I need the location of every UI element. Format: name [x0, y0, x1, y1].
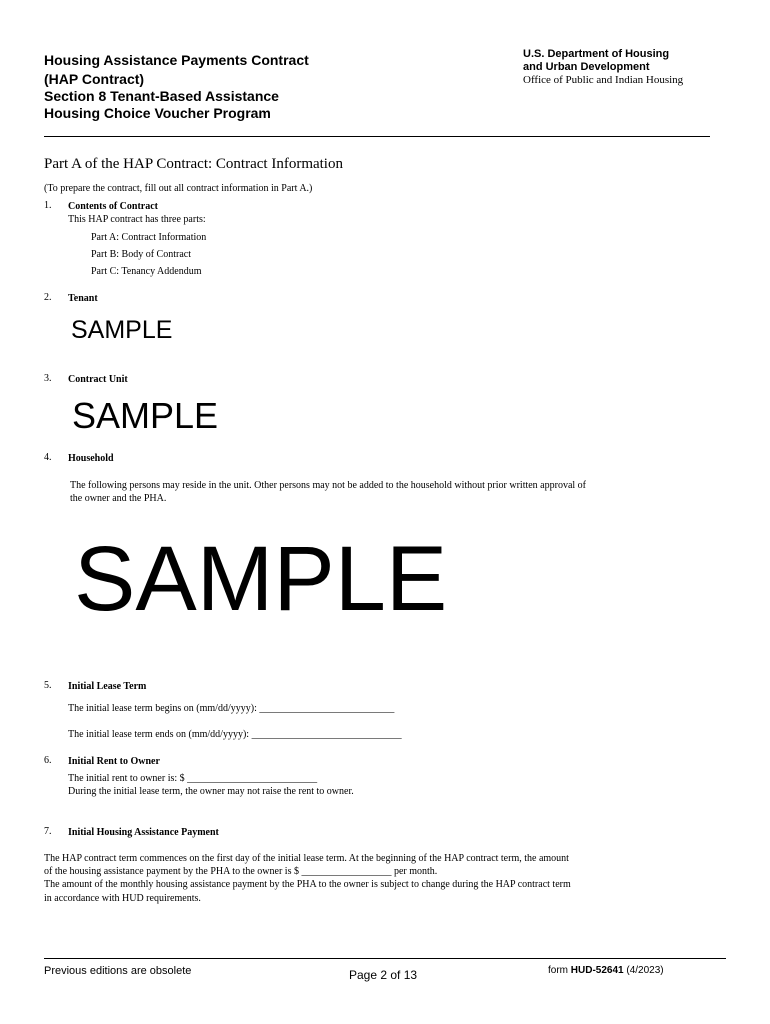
rent-note: During the initial lease term, the owner may not raise the rent to owner.	[68, 786, 354, 797]
page-number: Page 2 of 13	[349, 968, 418, 982]
header-divider	[44, 136, 710, 137]
agency-office: Office of Public and Indian Housing	[523, 74, 684, 86]
form-id: HUD-52641	[570, 965, 624, 976]
section-7-number: 7.	[44, 826, 52, 837]
section-1-intro: This HAP contract has three parts:	[68, 214, 206, 225]
hap-text-line-3: The amount of the monthly housing assistance payment by the PHA to the owner is subject to change during the HAP contract term	[44, 879, 571, 890]
document-header-title	[44, 52, 444, 122]
section-2-number: 2.	[44, 292, 52, 303]
section-1-title: Contents of Contract	[68, 201, 158, 212]
section-3-title: Contract Unit	[68, 374, 128, 385]
section-1-number: 1.	[44, 200, 52, 211]
section-6-number: 6.	[44, 755, 52, 766]
title-line-2: (HAP Contract)	[44, 71, 145, 87]
title-line-1: Housing Assistance Payments Contract	[44, 52, 309, 68]
household-text-line-1: The following persons may reside in the unit. Other persons may not be added to the household without prior written approval of	[70, 480, 587, 491]
section-4-number: 4.	[44, 452, 52, 463]
section-5-number: 5.	[44, 680, 52, 691]
hap-text-line-1: The HAP contract term commences on the first day of the initial lease term. At the beginning of the HAP contract term, the amount	[44, 853, 569, 864]
part-a-heading: Part A of the HAP Contract: Contract Information	[44, 156, 343, 172]
contract-part-item: Part B: Body of Contract	[91, 249, 191, 260]
agency-line-1: U.S. Department of Housing	[523, 48, 670, 60]
section-7-title: Initial Housing Assistance Payment	[68, 827, 219, 838]
section-6-title: Initial Rent to Owner	[68, 756, 160, 767]
part-a-instruction: (To prepare the contract, fill out all contract information in Part A.)	[44, 183, 313, 194]
title-line-4: Housing Choice Voucher Program	[44, 105, 271, 121]
section-3-number: 3.	[44, 373, 52, 384]
contract-part-item: Part C: Tenancy Addendum	[91, 266, 202, 277]
section-2-title: Tenant	[68, 293, 98, 304]
form-date: (4/2023)	[623, 965, 664, 976]
section-5-title: Initial Lease Term	[68, 681, 147, 692]
tenant-sample-watermark: SAMPLE	[71, 316, 173, 344]
household-text-line-2: the owner and the PHA.	[70, 493, 167, 504]
form-prefix: form	[548, 965, 571, 976]
section-4-title: Household	[68, 453, 114, 464]
agency-line-2: and Urban Development	[523, 61, 650, 73]
household-sample-watermark: SAMPLE	[74, 528, 448, 630]
title-line-3: Section 8 Tenant-Based Assistance	[44, 88, 279, 104]
hap-amount-field[interactable]: of the housing assistance payment by the PHA to the owner is $ __________________ per month.	[44, 866, 438, 877]
contract-part-item: Part A: Contract Information	[91, 232, 207, 243]
footer-editions-note: Previous editions are obsolete	[44, 965, 192, 977]
lease-end-field[interactable]: The initial lease term ends on (mm/dd/yyyy): ______________________________	[68, 729, 402, 740]
agency-block	[523, 48, 743, 87]
footer-divider	[44, 958, 726, 959]
lease-begin-field[interactable]: The initial lease term begins on (mm/dd/yyyy): ___________________________	[68, 703, 395, 714]
hap-text-line-4: in accordance with HUD requirements.	[44, 893, 201, 904]
form-number	[548, 965, 664, 976]
contract-unit-sample-watermark: SAMPLE	[72, 395, 219, 436]
initial-rent-field[interactable]: The initial rent to owner is: $ __________________________	[68, 773, 318, 784]
